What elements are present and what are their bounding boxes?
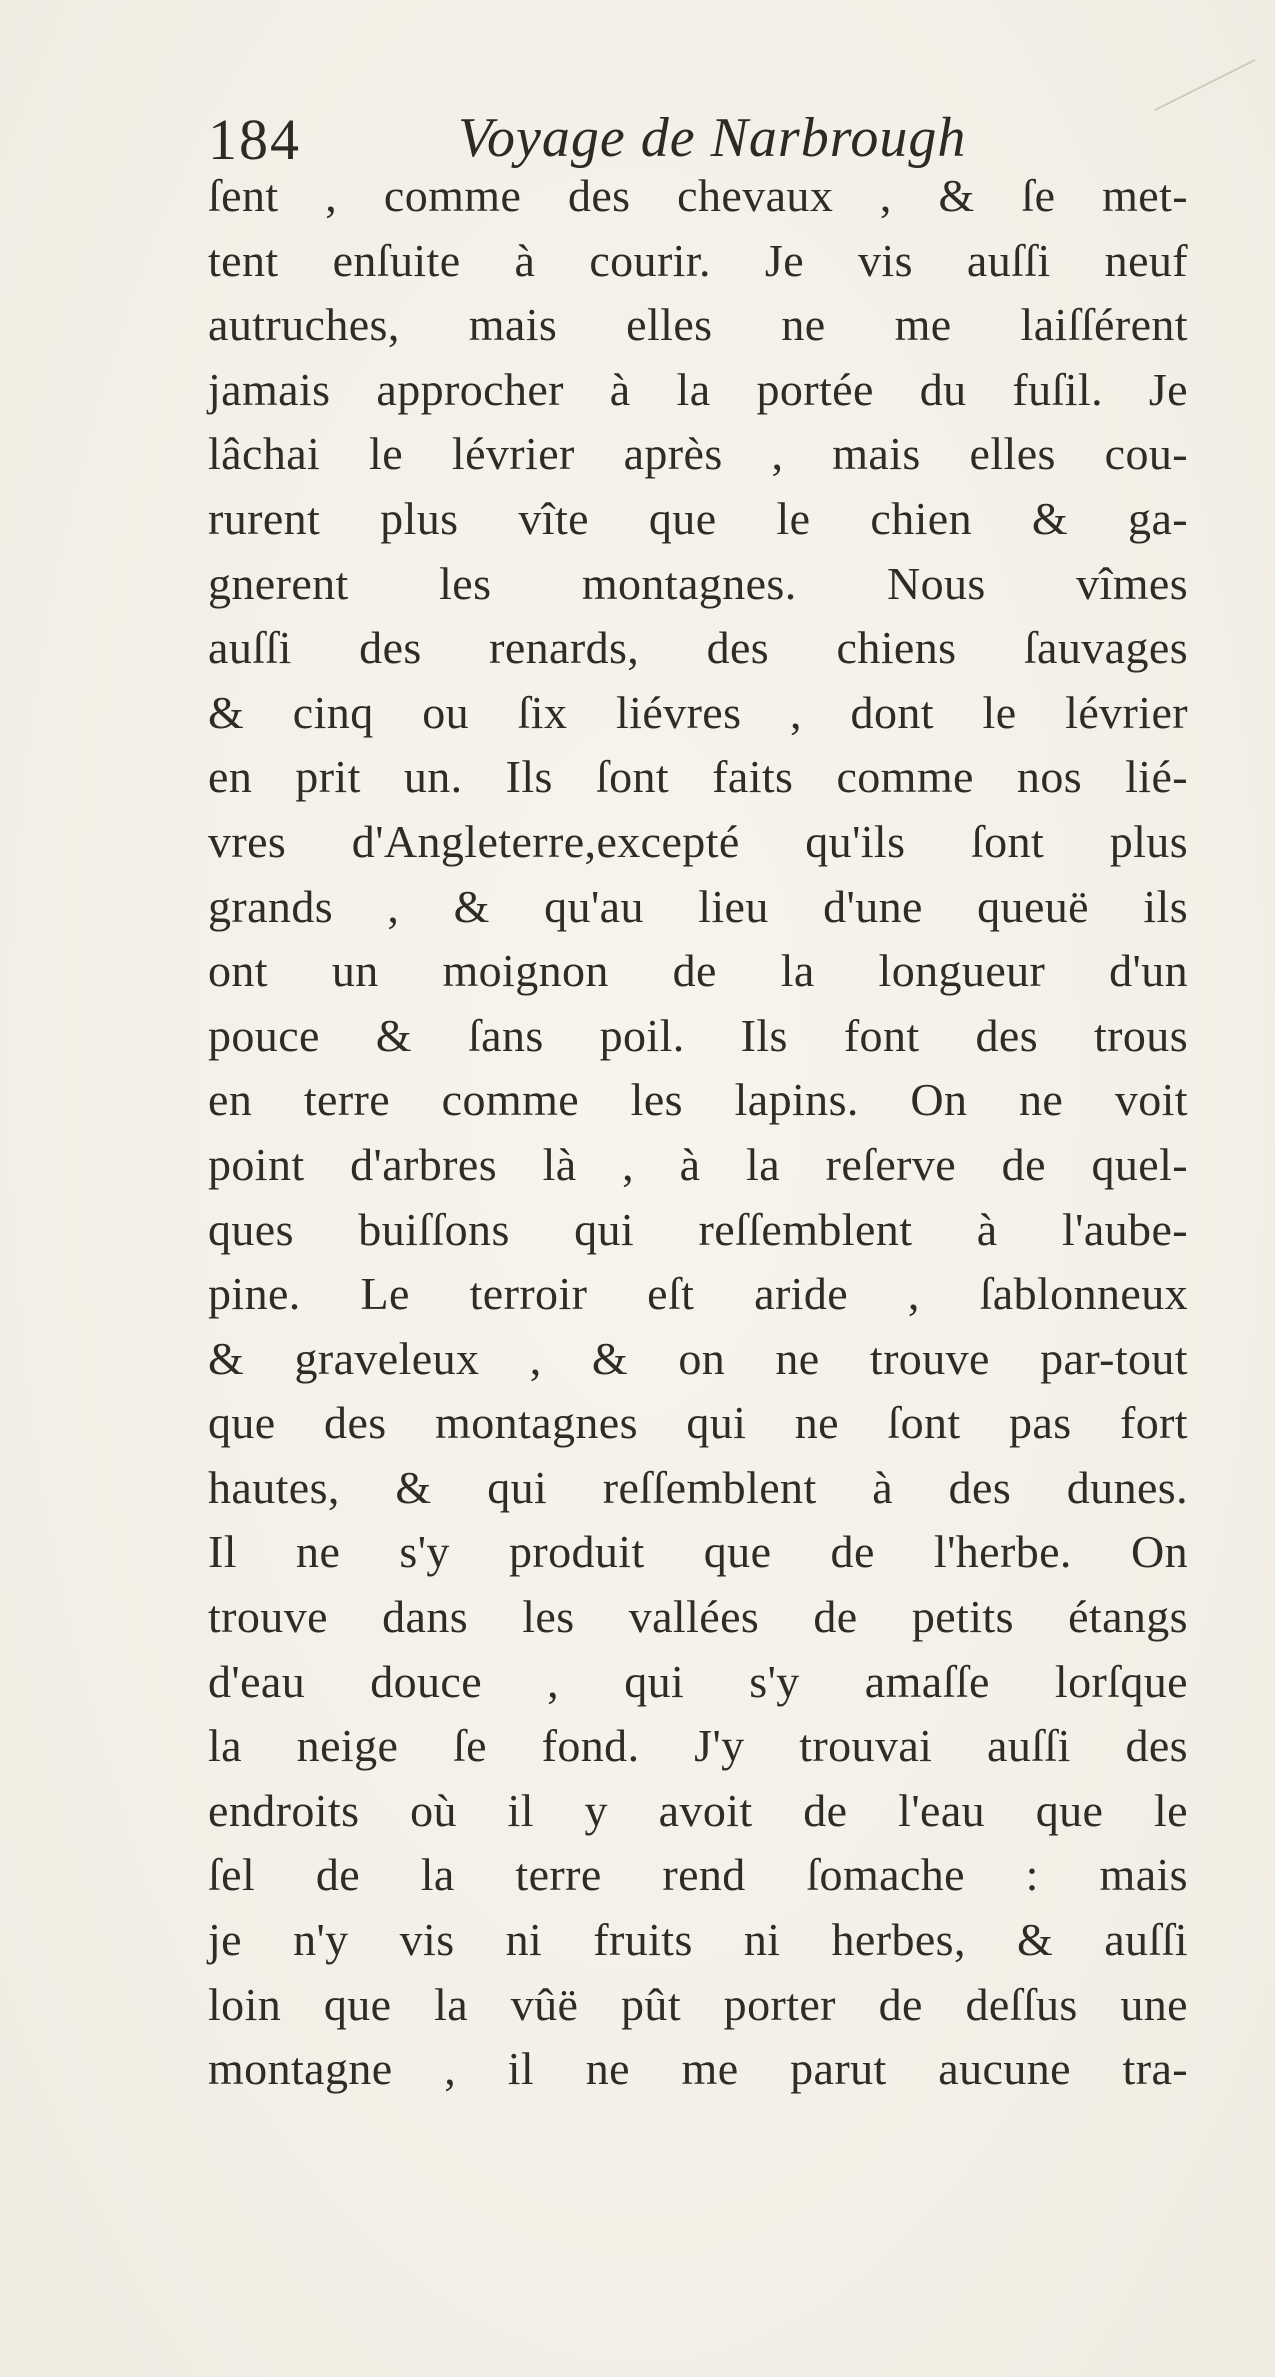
text-line: gnerent les montagnes. Nous vîmes [208,557,1188,609]
text-line: ques buiſſons qui reſſemblent à l'aube- [208,1203,1188,1255]
text-line: trouve dans les vallées de petits étangs [208,1591,1188,1643]
page-number: 184 [208,107,301,172]
text-line: la neige ſe fond. J'y trouvai auſſi des [208,1720,1188,1772]
text-line: grands , & qu'au lieu d'une queuë ils [208,880,1188,932]
text-line: en prit un. Ils ſont faits comme nos lié- [208,751,1188,803]
text-line: que des montagnes qui ne ſont pas fort [208,1397,1188,1449]
text-line: Il ne s'y produit que de l'herbe. On [208,1526,1188,1578]
text-line: tent enſuite à courir. Je vis auſſi neuf [208,234,1188,286]
text-line: ſent , comme des chevaux , & ſe met- [208,170,1188,221]
text-line: auſſi des renards, des chiens ſauvages [208,622,1188,674]
text-line: lâchai le lévrier après , mais elles cou- [208,428,1188,480]
body-text [208,164,1188,2102]
text-line: pouce & ſans poil. Ils font des trous [208,1009,1188,1061]
text-line: endroits où il y avoit de l'eau que le [208,1784,1188,1836]
text-line: jamais approcher à la portée du fuſil. Je [208,363,1188,415]
text-line: ſel de la terre rend ſomache : mais [208,1849,1188,1901]
text-line: point d'arbres là , à la reſerve de quel- [208,1138,1188,1190]
text-line: montagne , il ne me parut aucune tra- [208,2043,1188,2095]
text-line: je n'y vis ni fruits ni herbes, & auſſi [208,1914,1188,1966]
text-line: rurent plus vîte que le chien & ga- [208,492,1188,544]
text-line: loin que la vûë pût porter de deſſus une [208,1978,1188,2030]
text-line: & graveleux , & on ne trouve par-tout [208,1332,1188,1384]
text-line: vres d'Angleterre,excepté qu'ils ſont plus [208,815,1188,867]
text-line: autruches, mais elles ne me laiſſérent [208,299,1188,351]
running-title: Voyage de Narbrough [458,107,967,169]
text-line: hautes, & qui reſſemblent à des dunes. [208,1461,1188,1513]
text-line: & cinq ou ſix liévres , dont le lévrier [208,686,1188,738]
text-line: ont un moignon de la longueur d'un [208,945,1188,997]
text-line: d'eau douce , qui s'y amaſſe lorſque [208,1655,1188,1707]
text-line: en terre comme les lapins. On ne voit [208,1074,1188,1126]
text-line: pine. Le terroir eſt aride , ſablonneux [208,1268,1188,1320]
corner-crease-mark [1125,0,1275,160]
